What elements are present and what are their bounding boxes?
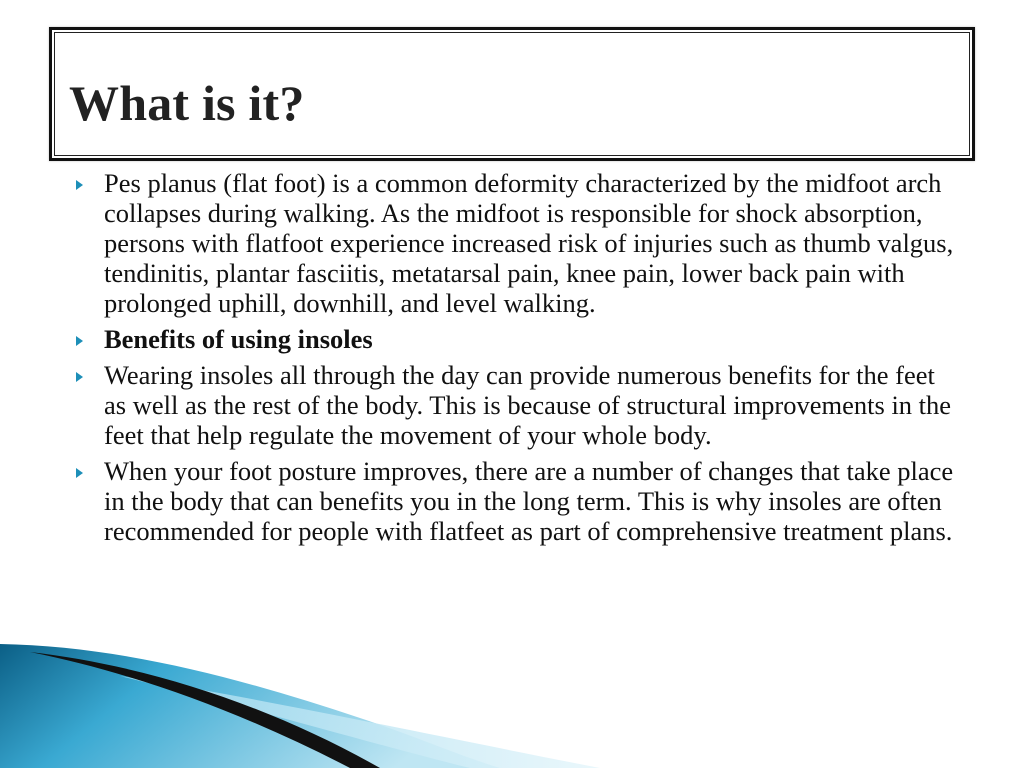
title-frame-inner [54, 32, 970, 156]
wave-band-blue [0, 644, 500, 768]
bullet-item [73, 360, 963, 450]
bullet-arrow-icon [76, 468, 83, 478]
bullet-heading: Benefits of using insoles [104, 324, 373, 354]
bullet-arrow-icon [76, 372, 83, 382]
bullet-arrow-icon [76, 180, 83, 190]
slide-title: What is it? [69, 75, 305, 131]
bullet-text: When your foot posture improves, there are a number of changes that take place in the body that can benefits you in the long term. This is why insoles are often recommended for people with flatfeet as part of comprehensive treatment plans. [104, 456, 954, 546]
bullet-text: Wearing insoles all through the day can provide numerous benefits for the feet as well as the rest of the body. This is because of structural improvements in the feet that help regulate the movement of your whole body. [104, 360, 952, 450]
bullet-list [73, 168, 963, 552]
wave-band-light [120, 676, 600, 768]
bullet-item [73, 456, 963, 546]
bullet-arrow-icon [76, 336, 83, 346]
wave-ribbon-dark [30, 652, 380, 768]
title-frame [49, 27, 975, 161]
bullet-item [73, 324, 963, 354]
bullet-item [73, 168, 963, 318]
corner-wave-decoration [0, 638, 1024, 768]
bullet-text: Pes planus (flat foot) is a common deformity characterized by the midfoot arch collapses during walking. As the midfoot is responsible for shock absorption, persons with flatfoot experience increased risk of injuries such as thumb valgus, tendinitis, plantar fasciitis, metatarsal pain, knee pain, lower back pain with prolonged uphill, downhill, and level walking. [104, 168, 954, 318]
